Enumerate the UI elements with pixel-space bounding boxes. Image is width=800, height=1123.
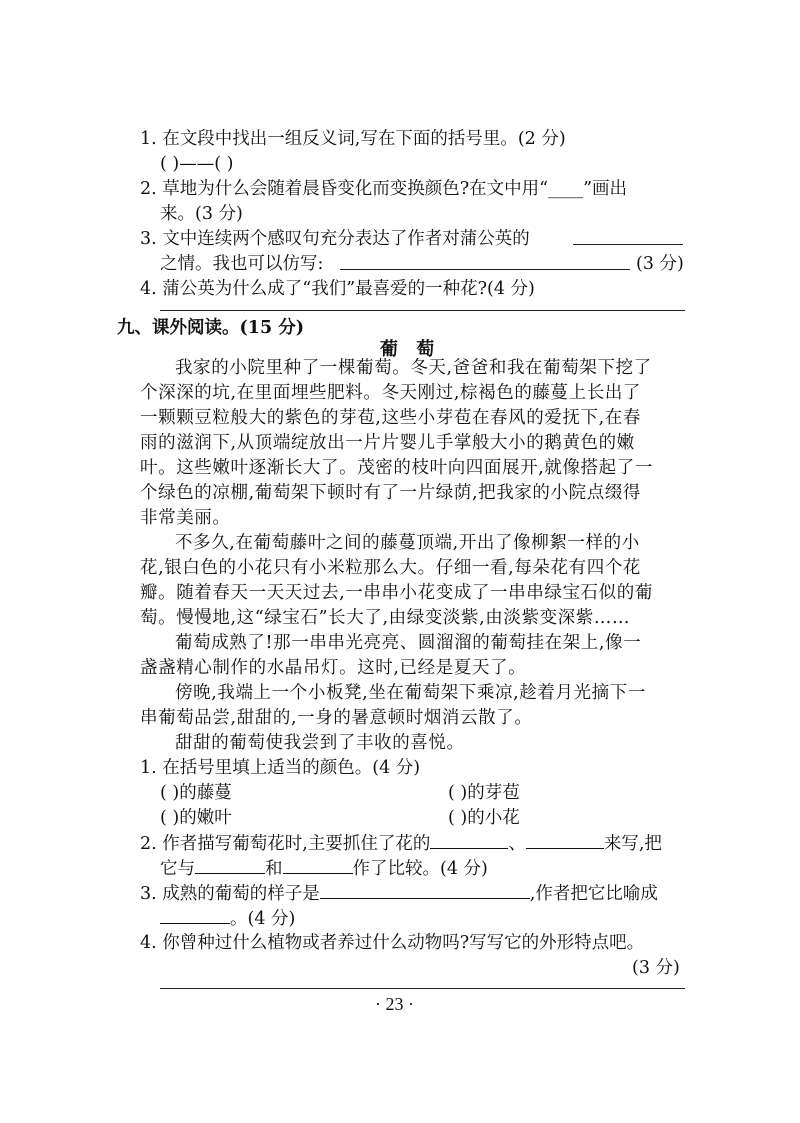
question-text: 和 [265,859,283,879]
color-blank-1: ( )的藤蔓 [160,783,232,803]
question-9-2-line1 [140,831,662,857]
answer-line [160,310,685,311]
points-label: (3 分) [632,958,680,978]
question-text: 它与 [160,859,195,879]
question-text: 作了比较。(4 分) [352,859,488,879]
color-blank-3: ( )的嫩叶 [160,808,232,828]
page-number: · 23 · [375,994,414,1014]
question-text: 。(4 分) [230,909,296,929]
question-8-2-line2: 来。(3 分) [160,204,243,224]
passage-line: 萄。慢慢地,这“绿宝石”长大了,由绿变淡紫,由淡紫变深紫…… [140,608,631,628]
answer-blank [526,831,604,849]
question-9-2-line2 [160,856,488,882]
passage-line: 叶。这些嫩叶逐渐长大了。茂密的枝叶向四面展开,就像搭起了一 [140,458,653,478]
answer-blank [283,856,353,874]
question-8-3-line1: 3. 文中连续两个感叹句充分表达了作者对蒲公英的 [140,229,530,249]
answer-blank [195,856,265,874]
question-text: 3. 成熟的葡萄的样子是 [140,884,320,904]
passage-line: 雨的滋润下,从顶端绽放出一片片婴儿手掌般大小的鹅黄色的嫩 [140,433,635,453]
answer-blank [160,906,230,924]
color-blank-4: ( )的小花 [448,808,520,828]
passage-line: 葡萄成熟了!那一串串光亮亮、圆溜溜的葡萄挂在架上,像一 [175,633,642,653]
question-8-2-line1: 2. 草地为什么会随着晨昏变化而变换颜色?在文中用“____”画出 [140,179,628,199]
question-text: 、 [508,834,526,854]
passage-line: 非常美丽。 [140,508,231,528]
passage-line: 盏盏精心制作的水晶吊灯。这时,已经是夏天了。 [140,658,527,678]
passage-line: 傍晚,我端上一个小板凳,坐在葡萄架下乘凉,趁着月光摘下一 [175,683,646,703]
passage-line: 甜甜的葡萄使我尝到了丰收的喜悦。 [175,733,465,753]
answer-parentheses: ( )——( ) [160,154,234,174]
passage-line: 瓣。随着春天一天天过去,一串串小花变成了一串串绿宝石似的葡 [140,583,653,603]
answer-blank [320,881,530,899]
question-8-1: 1. 在文段中找出一组反义词,写在下面的括号里。(2 分) [140,129,566,149]
section-heading: 九、课外阅读。(15 分) [117,318,305,338]
question-text: ,作者把它比喻成 [529,884,658,904]
passage-line: 我家的小院里种了一棵葡萄。冬天,爸爸和我在葡萄架下挖了 [175,358,652,378]
answer-blank [430,831,508,849]
question-text: 2. 作者描写葡萄花时,主要抓住了花的 [140,834,431,854]
points-label: (3 分) [636,254,684,274]
answer-line [340,269,630,270]
passage-line: 串葡萄品尝,甜甜的,一身的暑意顿时烟消云散了。 [140,708,533,728]
answer-line [160,988,685,989]
passage-line: 个深深的坑,在里面埋些肥料。冬天刚过,棕褐色的藤蔓上长出了 [140,383,642,403]
passage-line: 一颗颗豆粒般大的紫色的芽苞,这些小芽苞在春风的爱抚下,在春 [140,408,642,428]
color-blank-2: ( )的芽苞 [448,783,520,803]
question-8-4: 4. 蒲公英为什么成了“我们”最喜爱的一种花?(4 分) [140,279,535,299]
question-9-4: 4. 你曾种过什么植物或者养过什么动物吗?写写它的外形特点吧。 [140,933,645,953]
question-9-3-line1 [140,881,658,907]
question-9-1: 1. 在括号里填上适当的颜色。(4 分) [140,758,421,778]
passage-line: 花,银白色的小花只有小米粒那么大。仔细一看,每朵花有四个花 [140,558,642,578]
question-8-3-line2: 之情。我也可以仿写: [160,254,324,274]
question-text: 来写,把 [603,834,662,854]
passage-line: 个绿色的凉棚,葡萄架下顿时有了一片绿荫,把我家的小院点缀得 [140,483,642,503]
passage-line: 不多久,在葡萄藤叶之间的藤蔓顶端,开出了像柳絮一样的小 [175,533,640,553]
passage-title: 葡 萄 [380,339,441,360]
answer-line [573,244,683,245]
question-9-3-line2 [160,906,295,932]
